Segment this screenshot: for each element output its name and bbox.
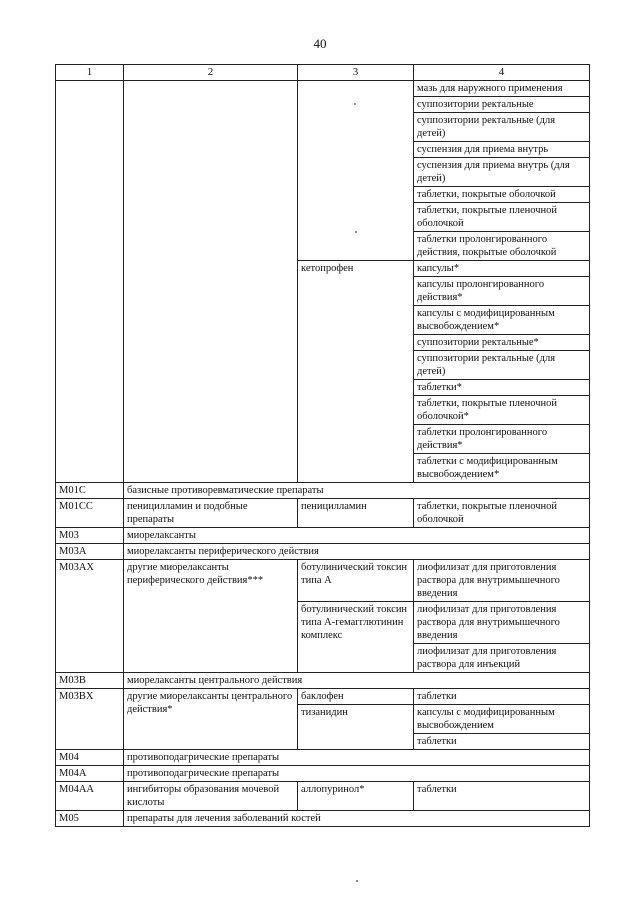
form-cell: таблетки xyxy=(414,734,590,750)
form-cell: суппозитории ректальные xyxy=(414,97,590,113)
column-header-3: 3 xyxy=(298,65,414,81)
drug-cell: пеницилламин xyxy=(298,499,414,528)
column-header-2: 2 xyxy=(124,65,298,81)
table-row xyxy=(56,544,590,560)
table-row xyxy=(56,811,590,827)
form-cell: таблетки, покрытые оболочкой xyxy=(414,187,590,203)
form-cell: капсулы с модифицированным высвобождением* xyxy=(414,306,590,335)
page-number: 40 xyxy=(313,36,327,51)
drug-cell: аллопуринол* xyxy=(298,782,414,811)
atc-code: M05 xyxy=(56,811,124,827)
code-cell-empty xyxy=(56,81,124,483)
drug-cell: баклофен xyxy=(298,689,414,705)
atc-code: M04AA xyxy=(56,782,124,811)
form-cell: таблетки пролонгированного действия* xyxy=(414,425,590,454)
form-cell: суппозитории ректальные* xyxy=(414,335,590,351)
drug-cell: тизанидин xyxy=(298,705,414,750)
atc-group-name: миорелаксанты xyxy=(124,528,590,544)
form-cell: таблетки* xyxy=(414,380,590,396)
table-row xyxy=(56,766,590,782)
form-cell: лиофилизат для приготовления раствора для внутримышечного введения xyxy=(414,602,590,644)
drug-cell-ketoprofen: кетопрофен xyxy=(298,261,414,483)
form-cell: таблетки xyxy=(414,689,590,705)
table-row xyxy=(56,560,590,602)
scan-speck xyxy=(355,231,357,233)
form-cell: лиофилизат для приготовления раствора для внутримышечного введения xyxy=(414,560,590,602)
form-cell: суппозитории ректальные (для детей) xyxy=(414,113,590,142)
atc-code: M03B xyxy=(56,673,124,689)
group-cell: другие миорелаксанты центрального действия* xyxy=(124,689,298,750)
atc-code: M03BX xyxy=(56,689,124,750)
form-cell: таблетки с модифицированным высвобождением* xyxy=(414,454,590,483)
form-cell: таблетки, покрытые пленочной оболочкой* xyxy=(414,396,590,425)
form-cell: капсулы пролонгированного действия* xyxy=(414,277,590,306)
form-cell: таблетки, покрытые пленочной оболочкой xyxy=(414,203,590,232)
atc-code: M04 xyxy=(56,750,124,766)
group-cell: другие миорелаксанты периферического действия*** xyxy=(124,560,298,673)
form-cell: таблетки пролонгированного действия, покрытые оболочкой xyxy=(414,232,590,261)
atc-code: M03AX xyxy=(56,560,124,673)
table-header-row xyxy=(56,65,590,81)
atc-group-name: противоподагрические препараты xyxy=(124,750,590,766)
scan-speck xyxy=(356,880,358,882)
table-row xyxy=(56,689,590,705)
form-cell: суспензия для приема внутрь xyxy=(414,142,590,158)
table-row xyxy=(56,528,590,544)
atc-code: M01C xyxy=(56,483,124,499)
table-row xyxy=(56,750,590,766)
form-cell: капсулы с модифицированным высвобождением xyxy=(414,705,590,734)
group-cell: ингибиторы образования мочевой кислоты xyxy=(124,782,298,811)
form-cell: суспензия для приема внутрь (для детей) xyxy=(414,158,590,187)
atc-group-name: базисные противоревматические препараты xyxy=(124,483,590,499)
form-cell: мазь для наружного применения xyxy=(414,81,590,97)
column-header-1: 1 xyxy=(56,65,124,81)
form-cell: таблетки xyxy=(414,782,590,811)
form-cell: суппозитории ректальные (для детей) xyxy=(414,351,590,380)
drug-cell: ботулинический токсин типа А xyxy=(298,560,414,602)
atc-group-name: препараты для лечения заболеваний костей xyxy=(124,811,590,827)
atc-group-name: миорелаксанты центрального действия xyxy=(124,673,590,689)
table-row xyxy=(56,782,590,811)
drug-cell: ботулинический токсин типа А-гемагглютинин комплекс xyxy=(298,602,414,673)
atc-code: M01CC xyxy=(56,499,124,528)
form-cell: таблетки, покрытые пленочной оболочкой xyxy=(414,499,590,528)
atc-group-name: миорелаксанты периферического действия xyxy=(124,544,590,560)
table-row xyxy=(56,499,590,528)
form-cell: капсулы* xyxy=(414,261,590,277)
table-row xyxy=(56,483,590,499)
table-row xyxy=(56,81,590,97)
drug-cell-empty xyxy=(298,81,414,261)
group-cell: пеницилламин и подобные препараты xyxy=(124,499,298,528)
drug-table xyxy=(55,64,590,827)
column-header-4: 4 xyxy=(414,65,590,81)
atc-group-name: противоподагрические препараты xyxy=(124,766,590,782)
atc-code: M04A xyxy=(56,766,124,782)
table-row xyxy=(56,673,590,689)
atc-code: M03A xyxy=(56,544,124,560)
scan-speck xyxy=(354,103,356,105)
form-cell: лиофилизат для приготовления раствора для инъекций xyxy=(414,644,590,673)
group-cell-empty xyxy=(124,81,298,483)
atc-code: M03 xyxy=(56,528,124,544)
